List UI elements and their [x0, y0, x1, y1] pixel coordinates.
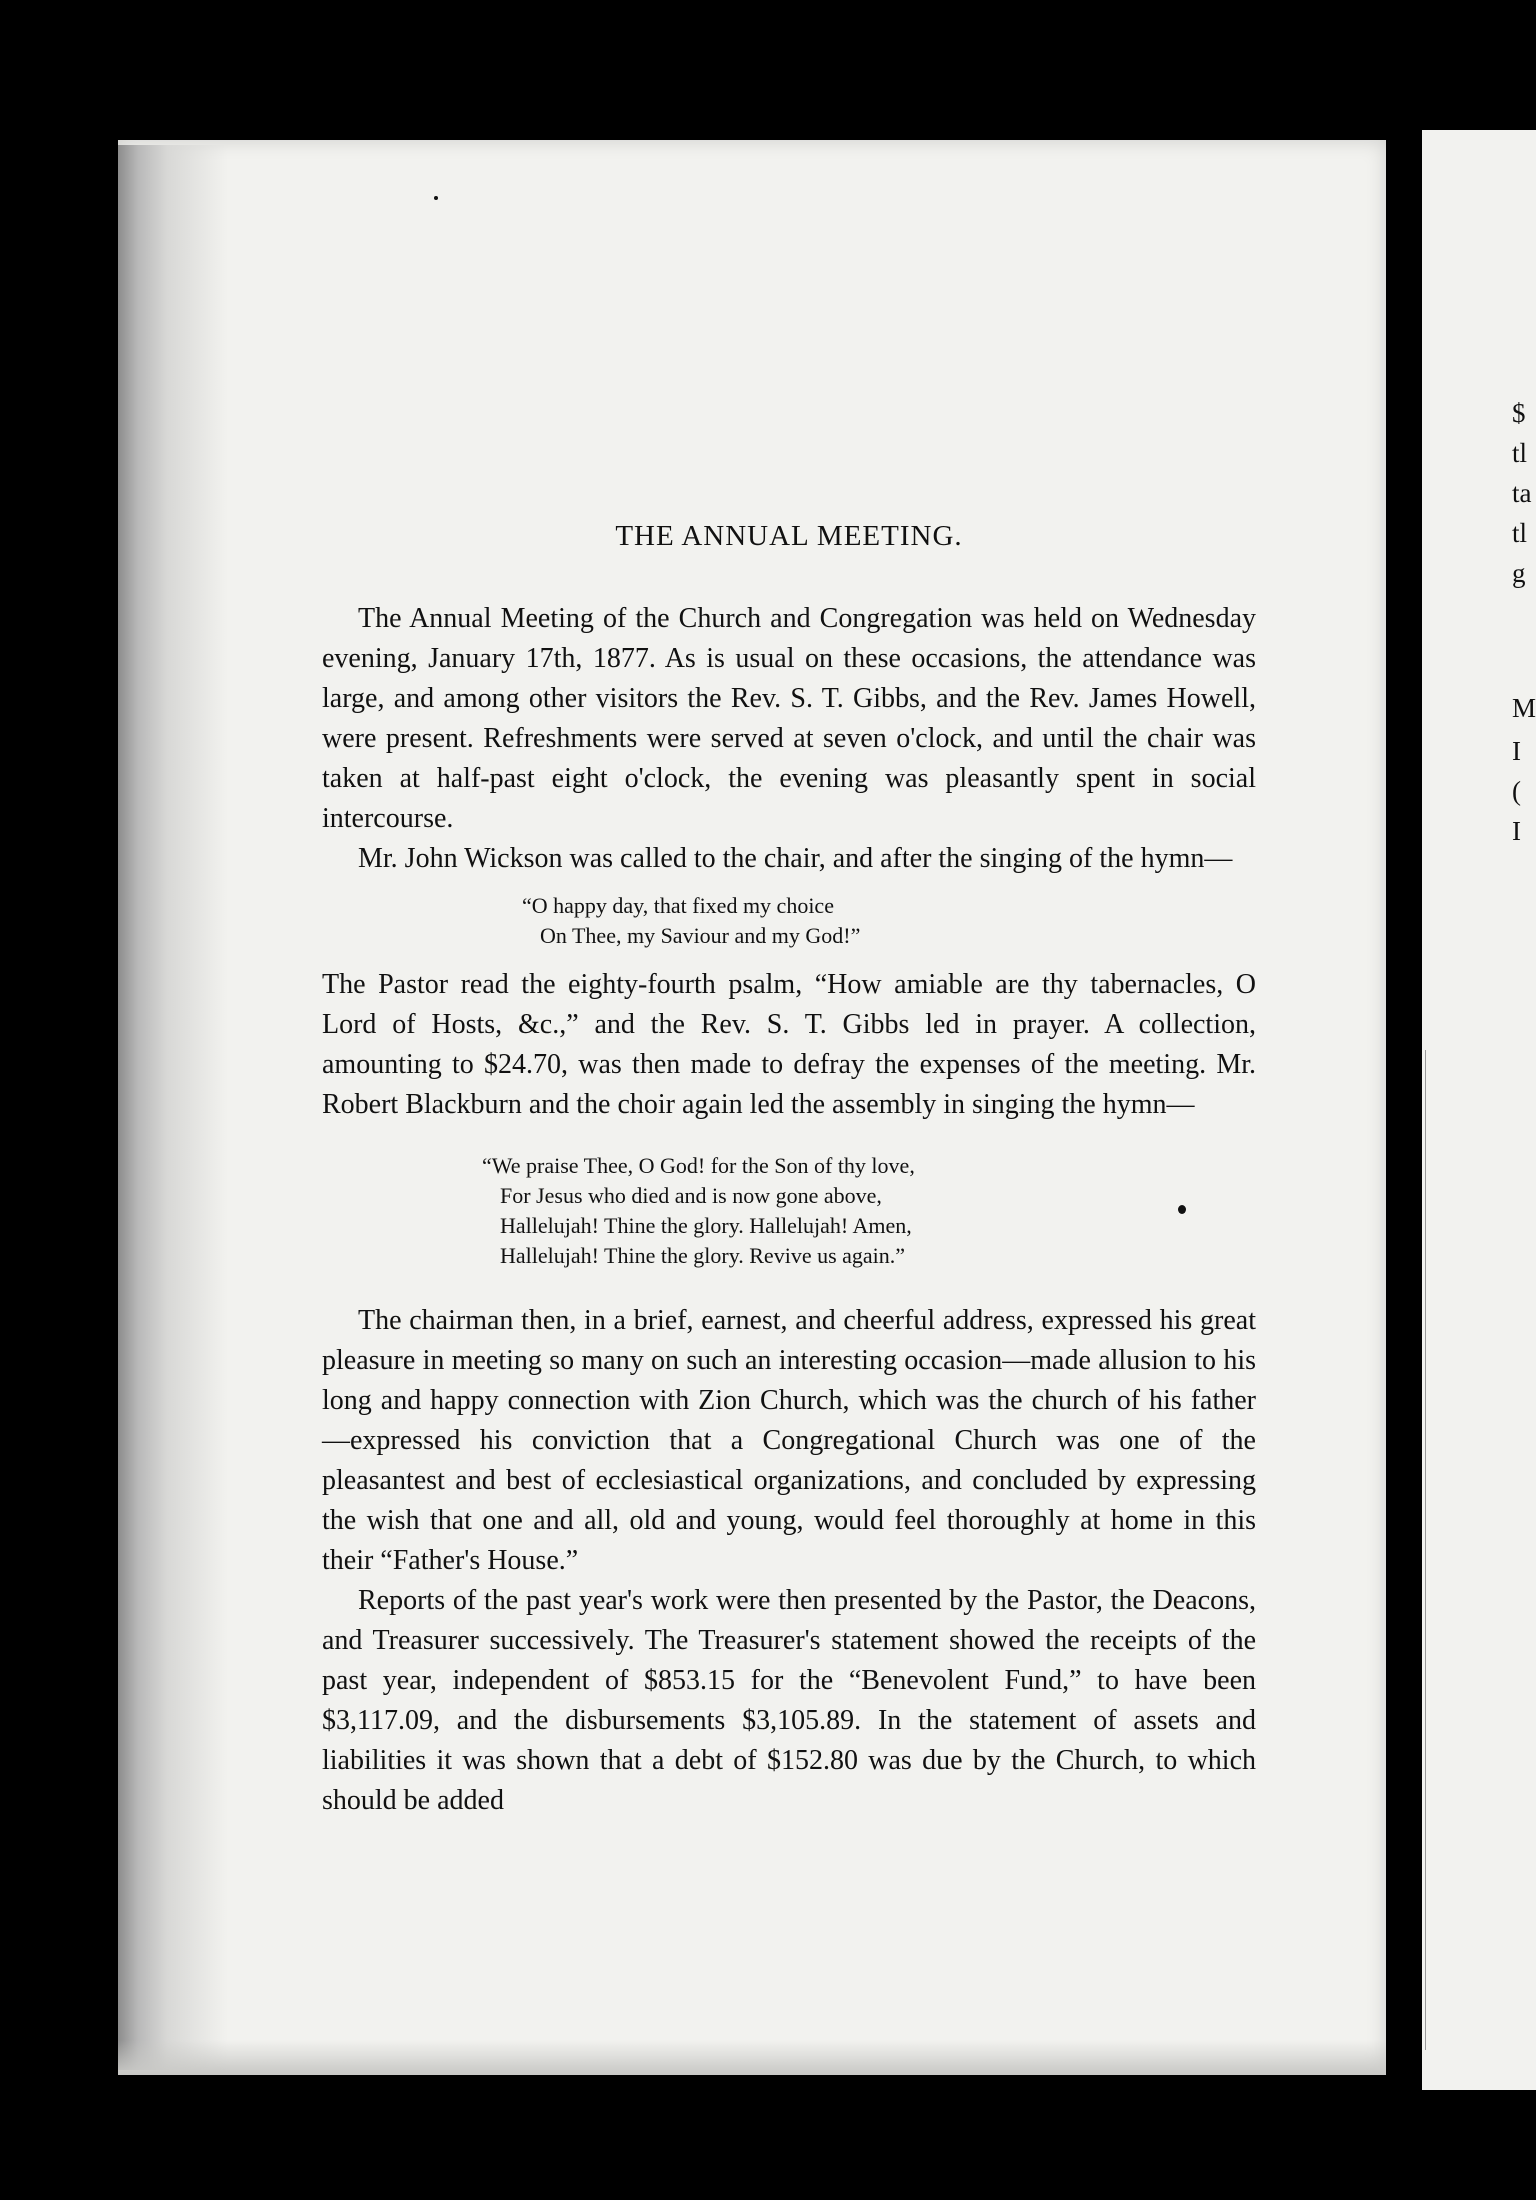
page-edge-shadow: [118, 145, 228, 2070]
next-page-fragment: tl: [1512, 438, 1528, 468]
verse-line: Hallelujah! Thine the glory. Hallelujah! Amen,: [500, 1213, 912, 1238]
next-page-fragment: (: [1512, 776, 1521, 806]
page-bottom-shadow: [118, 2040, 1386, 2075]
paragraph-chairman-address: The chairman then, in a brief, earnest, and cheerful address, expressed his great pleasure in meeting so many on such an interesting occasion—made allusion to his long and happy connection with Zion Church, which was the church of his father—expressed his conviction that a Congregational Church was one of the pleasantest and best of ecclesiastical organizations, and concluded by expressing the wish that one and all, old and young, would feel thoroughly at home in this their “Father's House.”: [322, 1305, 1256, 1576]
paragraph-chair: Mr. John Wickson was called to the chair, and after the singing of the hymn—: [358, 843, 1233, 874]
next-page-fragment: $: [1512, 398, 1526, 428]
verse-line: “We praise Thee, O God! for the Son of thy love,: [482, 1153, 915, 1178]
next-page-fragment: M: [1512, 693, 1536, 723]
next-page-fragment: I: [1512, 816, 1521, 846]
verse-line: “O happy day, that fixed my choice: [522, 893, 834, 918]
next-page-fragment: tl: [1512, 518, 1528, 548]
hymn-verse-1: [522, 891, 1256, 951]
verse-line: Hallelujah! Thine the glory. Revive us again.”: [500, 1243, 906, 1268]
paragraph-meeting-intro: The Annual Meeting of the Church and Congregation was held on Wednesday evening, January 17th, 1877. As is usual on these occasions, the attendance was large, and among other visitors the Rev. S. T. Gibbs, and the Rev. James Howell, were present. Refreshments were served at seven o'clock, and until the chair was taken at half-past eight o'clock, the evening was pleasantly spent in social intercourse.: [322, 603, 1256, 834]
next-page-fragment: g: [1512, 558, 1526, 588]
paragraph-psalm: The Pastor read the eighty-fourth psalm, “How amiable are thy tabernacles, O Lord of Hosts, &c.,” and the Rev. S. T. Gibbs led in prayer. A collection, amounting to $24.70, was then made to defray the expenses of the meeting. Mr. Robert Blackburn and the choir again led the assembly in singing the hymn—: [322, 969, 1256, 1120]
adjacent-page-rule: [1425, 1050, 1426, 2050]
verse-line: On Thee, my Saviour and my God!”: [540, 923, 861, 948]
hymn-verse-2: [482, 1151, 1256, 1271]
next-page-fragment: I: [1512, 736, 1521, 766]
book-gutter: [1386, 130, 1422, 2090]
scan-speck: [434, 196, 438, 200]
article-title: THE ANNUAL MEETING.: [615, 520, 963, 552]
next-page-fragment: ta: [1512, 478, 1532, 508]
verse-line: For Jesus who died and is now gone above,: [500, 1183, 882, 1208]
paragraph-reports: Reports of the past year's work were then presented by the Pastor, the Deacons, and Treasurer successively. The Treasurer's statement showed the receipts of the past year, independent of $853.15 for the “Benevolent Fund,” to have been $3,117.09, and the disbursements $3,105.89. In the statement of assets and liabilities it was shown that a debt of $152.80 was due by the Church, to which should be added: [322, 1585, 1256, 1816]
article: [322, 520, 1256, 1821]
